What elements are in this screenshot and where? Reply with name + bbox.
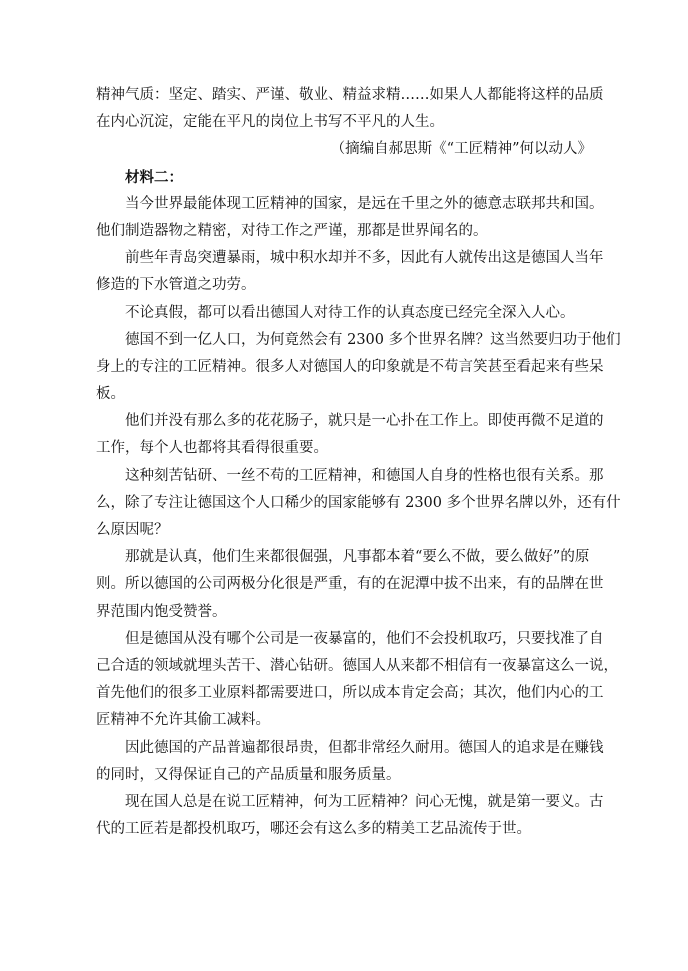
section-heading: 材料二： <box>125 168 183 186</box>
text-line: 己合适的领域就埋头苦干、潜心钻研。德国人从来都不相信有一夜暴富这么一说， <box>96 657 618 674</box>
text-line: 在内心沉淀，定能在平凡的岗位上书写不平凡的人生。 <box>96 114 444 131</box>
text-line: 板。 <box>96 386 125 403</box>
text-line: 因此德国的产品普遍都很昂贵，但都非常经久耐用。德国人的追求是在赚钱 <box>125 739 604 756</box>
text-line: 但是德国从没有哪个公司是一夜暴富的，他们不会投机取巧，只要找准了自 <box>125 630 604 647</box>
text-line: 德国不到一亿人口，为何竟然会有 2300 多个世界名牌？这当然要归功于他们 <box>125 331 621 348</box>
text-line: 首先他们的很多工业原料都需要进口，所以成本肯定会高；其次，他们内心的工 <box>96 685 604 702</box>
text-line: 界范围内饱受赞誉。 <box>96 603 227 620</box>
text-line: 他们并没有那么多的花花肠子，就只是一心扑在工作上。即使再微不足道的 <box>125 413 604 430</box>
text-line: 代的工匠若是都投机取巧，哪还会有这么多的精美工艺品流传于世。 <box>96 821 531 838</box>
text-line: 这种刻苦钻研、一丝不苟的工匠精神，和德国人自身的性格也很有关系。那 <box>125 467 604 484</box>
text-line: 那就是认真，他们生来都很倔强，凡事都本着“要么不做，要么做好”的原 <box>125 549 590 566</box>
text-line: 的同时，又得保证自己的产品质量和服务质量。 <box>96 766 401 783</box>
text-line: 么原因呢？ <box>96 522 169 538</box>
text-line: 修造的下水管道之功劳。 <box>96 277 256 294</box>
text-line: 精神气质：坚定、踏实、严谨、敬业、精益求精……如果人人都能将这样的品质 <box>96 87 604 103</box>
text-line: 当今世界最能体现工匠精神的国家，是远在千里之外的德意志联邦共和国。 <box>125 195 604 212</box>
text-line: 匠精神不允许其偷工减料。 <box>96 712 270 729</box>
text-line: 前些年青岛突遭暴雨，城中积水却并不多，因此有人就传出这是德国人当年 <box>125 250 604 267</box>
text-line: 工作，每个人也都将其看得很重要。 <box>96 440 328 457</box>
source-citation: （摘编自郝思斯《“工匠精神”何以动人》 <box>330 141 592 158</box>
text-line: 不论真假，都可以看出德国人对待工作的认真态度已经完全深入人心。 <box>125 304 575 321</box>
text-line: 么，除了专注让德国这个人口稀少的国家能够有 2300 多个世界名牌以外，还有什 <box>96 494 621 511</box>
document-page <box>96 82 621 843</box>
text-line: 则。所以德国的公司两极分化很是严重，有的在泥潭中拔不出来，有的品牌在世 <box>96 576 604 593</box>
text-line: 现在国人总是在说工匠精神，何为工匠精神？问心无愧，就是第一要义。古 <box>125 793 604 810</box>
text-line: 身上的专注的工匠精神。很多人对德国人的印象就是不苟言笑甚至看起来有些呆 <box>96 358 604 375</box>
text-line: 他们制造器物之精密，对待工作之严谨，那都是世界闻名的。 <box>96 222 488 239</box>
